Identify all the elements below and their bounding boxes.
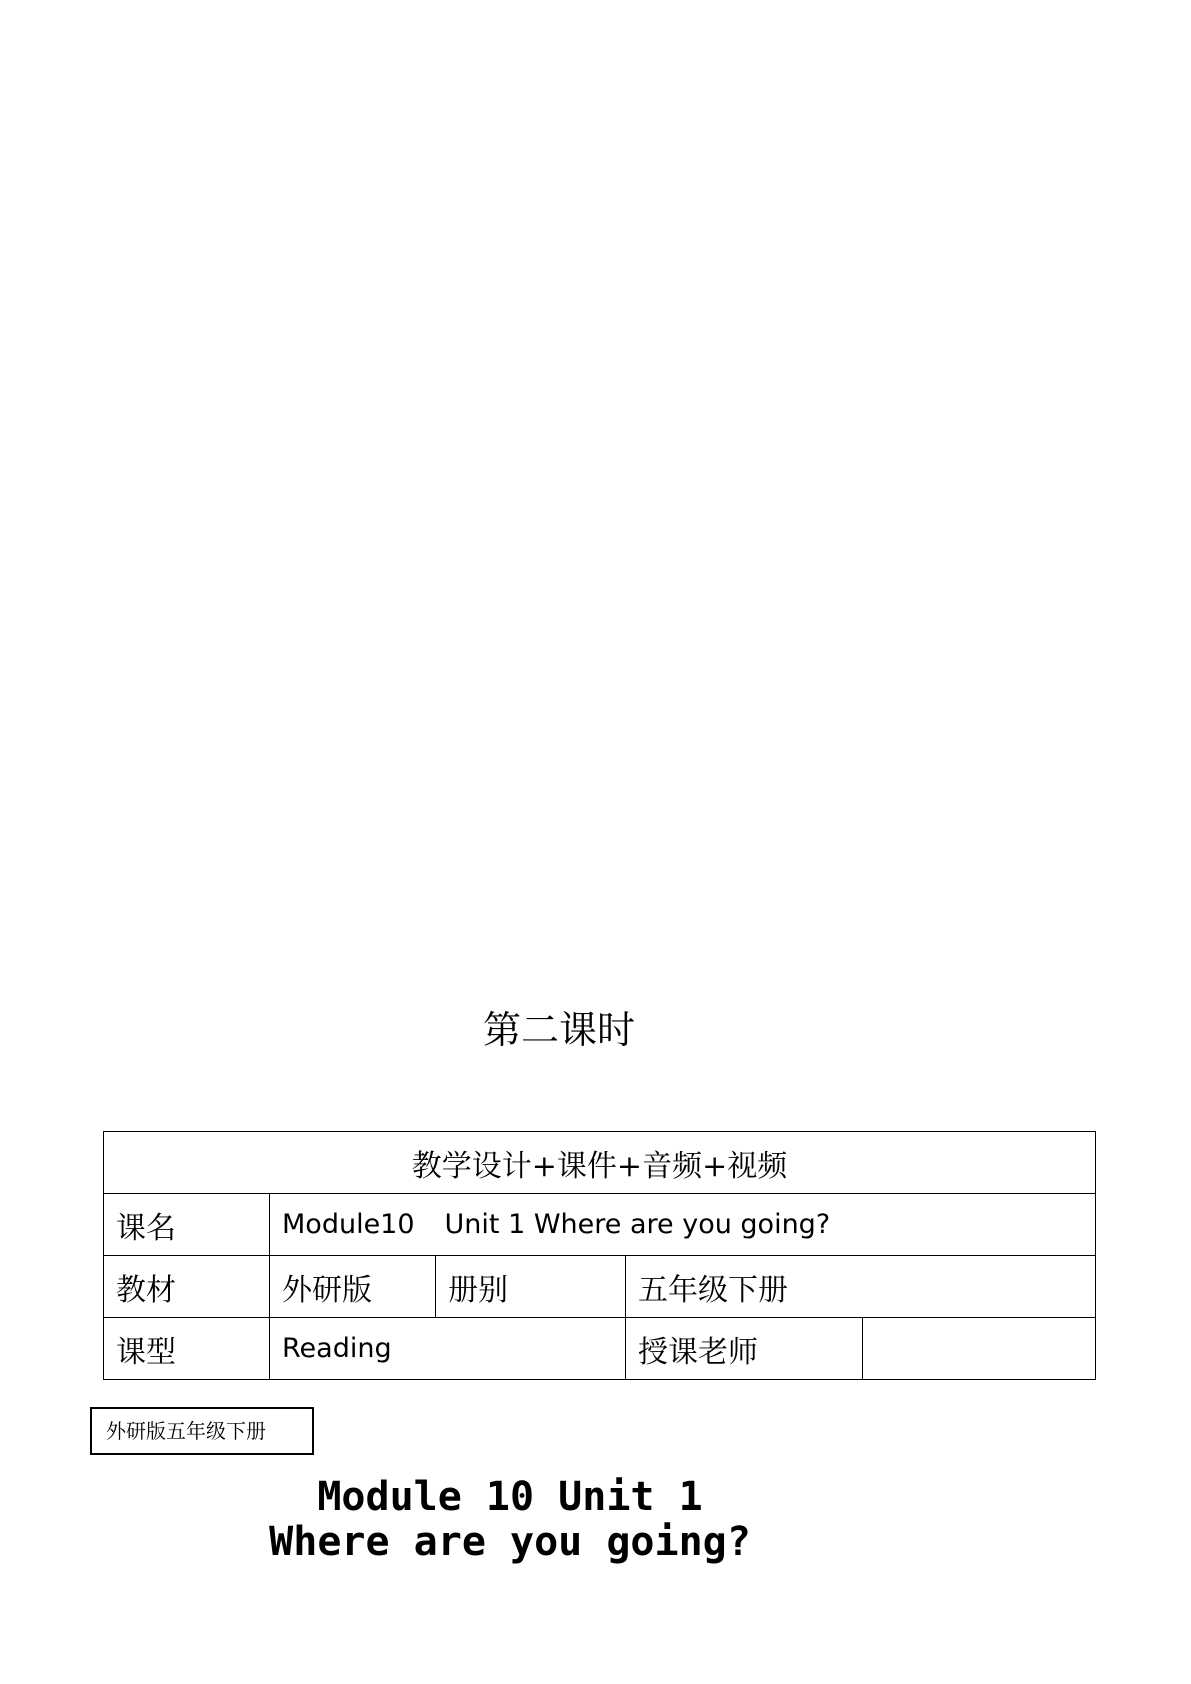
course-name-value [270, 1194, 1096, 1256]
table-row [104, 1318, 1096, 1380]
edition-label-box: 外研版五年级下册 [90, 1407, 314, 1455]
table-row [104, 1194, 1096, 1256]
unit-text: Unit 1 Where are you going? [444, 1209, 831, 1240]
lesson-info-table [103, 1131, 1096, 1380]
volume-label: 册别 [436, 1256, 626, 1318]
lesson-type-value: Reading [270, 1318, 626, 1380]
lesson-title: 第二课时 [482, 1008, 635, 1052]
course-name-label: 课名 [104, 1194, 270, 1256]
module-text: Module10 [282, 1209, 415, 1240]
publisher-value: 外研版 [270, 1256, 436, 1318]
teacher-value [863, 1318, 1096, 1380]
unit-heading: Where are you going? [269, 1519, 751, 1565]
volume-value: 五年级下册 [626, 1256, 1096, 1318]
table-row [104, 1256, 1096, 1318]
table-row [104, 1132, 1096, 1194]
lesson-type-label: 课型 [104, 1318, 270, 1380]
textbook-label: 教材 [104, 1256, 270, 1318]
table-header: 教学设计+课件+音频+视频 [104, 1132, 1096, 1194]
module-heading: Module 10 Unit 1 [317, 1474, 703, 1520]
teacher-label: 授课老师 [626, 1318, 863, 1380]
